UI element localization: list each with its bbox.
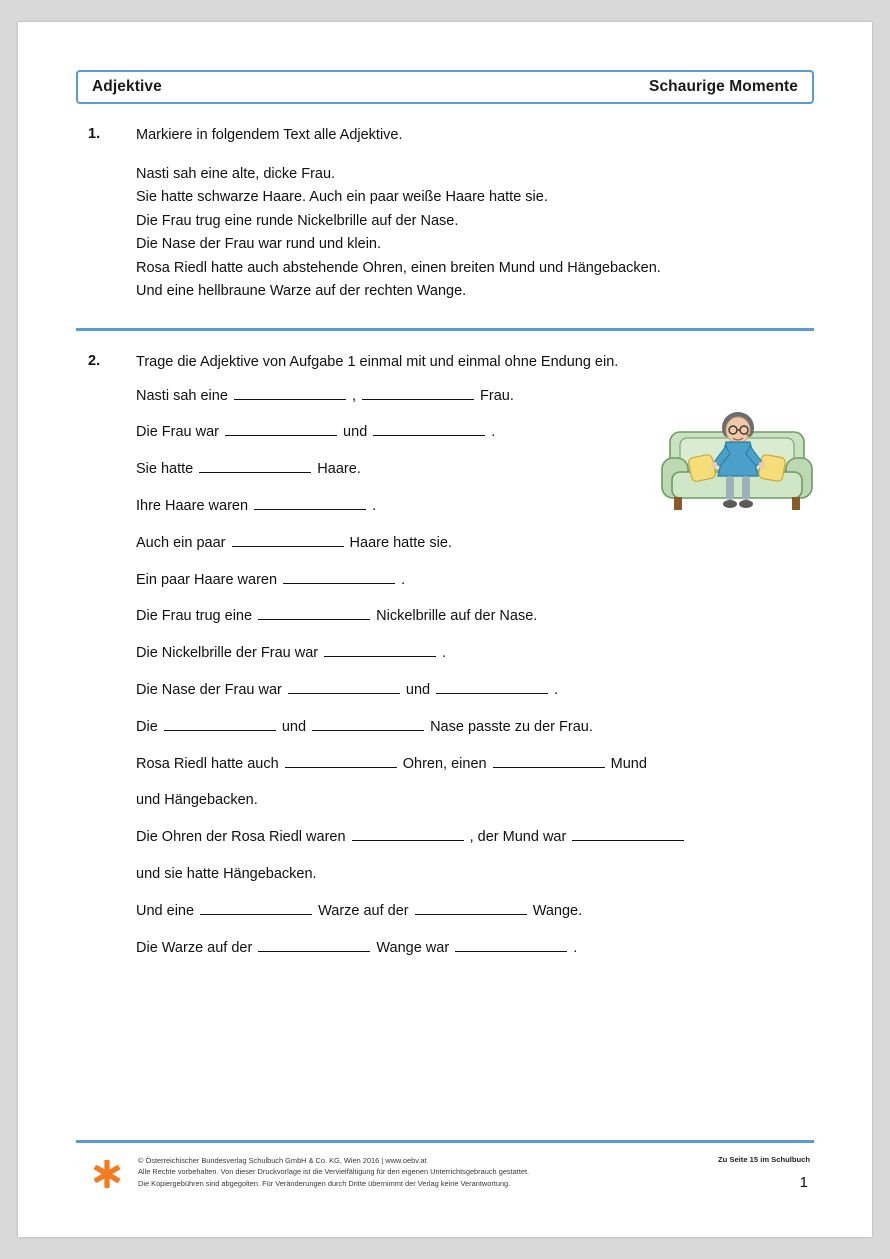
fill-text: Frau. (476, 387, 514, 404)
answer-blank[interactable] (352, 840, 464, 841)
answer-blank[interactable] (254, 509, 366, 510)
text-line: Die Frau trug eine runde Nickelbrille auf der Nase. (136, 212, 459, 229)
answer-blank[interactable] (199, 472, 311, 473)
elderly-woman-on-sofa-illustration (656, 394, 818, 526)
task-2-instruction: Trage die Adjektive von Aufgabe 1 einmal mit und einmal ohne Endung ein. (136, 353, 619, 370)
fill-text: Die Warze auf der (136, 939, 257, 956)
page-number: 1 (799, 1174, 808, 1191)
fill-text: Nickelbrille auf der Nase. (372, 608, 538, 625)
worksheet-page (18, 22, 872, 1237)
answer-blank[interactable] (572, 840, 684, 841)
answer-blank[interactable] (164, 730, 276, 731)
fill-row-continuation (136, 864, 814, 884)
fill-in-list (136, 386, 814, 958)
task-1-number: 1. (88, 126, 101, 142)
fill-row[interactable] (136, 533, 814, 553)
fill-text: Ein paar Haare waren (136, 571, 282, 588)
fill-row[interactable] (136, 606, 814, 626)
fill-row-continuation (136, 790, 814, 810)
fill-text: . (550, 681, 559, 698)
answer-blank[interactable] (232, 546, 344, 547)
fill-text: . (569, 939, 578, 956)
answer-blank[interactable] (493, 767, 605, 768)
task-2 (76, 353, 814, 975)
asterisk-logo-icon (92, 1159, 122, 1189)
answer-blank[interactable] (455, 951, 567, 952)
fill-row[interactable] (136, 643, 814, 663)
fill-text: . (397, 571, 406, 588)
text-line: Sie hatte schwarze Haare. Auch ein paar weiße Haare hatte sie. (136, 189, 548, 206)
fill-text: Und eine (136, 902, 199, 919)
answer-blank[interactable] (312, 730, 424, 731)
publisher-logo (76, 1155, 138, 1189)
fill-text: und Hängebacken. (136, 792, 258, 809)
answer-blank[interactable] (283, 583, 395, 584)
worksheet-header (76, 70, 814, 104)
task-1 (76, 126, 814, 304)
answer-blank[interactable] (225, 435, 337, 436)
fill-text: und (277, 718, 311, 735)
text-line: Nasti sah eine alte, dicke Frau. (136, 165, 336, 182)
fill-row[interactable] (136, 570, 814, 590)
fill-text: . (438, 645, 447, 662)
answer-blank[interactable] (324, 656, 436, 657)
fill-row[interactable] (136, 754, 814, 774)
fill-text: Haare hatte sie. (345, 534, 452, 551)
fill-text: Die Frau trug eine (136, 608, 257, 625)
fill-text: Haare. (313, 461, 361, 478)
fill-text: Nasti sah eine (136, 387, 232, 404)
text-line: Und eine hellbraune Warze auf der rechten Wange. (136, 283, 467, 300)
fill-text: Die Frau war (136, 424, 224, 441)
answer-blank[interactable] (285, 767, 397, 768)
answer-blank[interactable] (373, 435, 485, 436)
fill-text: Wange war (372, 939, 454, 956)
footer-legal-line: © Österreichischer Bundesverlag Schulbuch GmbH & Co. KG, Wien 2016 | www.oebv.at (138, 1156, 427, 1165)
fill-row[interactable] (136, 827, 814, 847)
fill-row[interactable] (136, 680, 814, 700)
fill-row[interactable] (136, 717, 814, 737)
footer-legal-line: Die Kopiergebühren sind abgegolten. Für Veränderungen durch Dritte übernimmt der Verlag keine Verantwortung. (138, 1178, 511, 1188)
fill-row[interactable] (136, 901, 814, 921)
footer-legal-text (138, 1155, 664, 1189)
fill-text: Nase passte zu der Frau. (426, 718, 593, 735)
footer-legal-line: Alle Rechte vorbehalten. Von dieser Druckvorlage ist die Vervielfältigung für den eigenen Unterrichtsgebrauch gestattet. (138, 1167, 530, 1177)
fill-text: , (347, 387, 361, 404)
fill-text: und (339, 424, 372, 441)
answer-blank[interactable] (200, 914, 312, 915)
fill-text: . (487, 424, 496, 441)
answer-blank[interactable] (258, 619, 370, 620)
fill-text: Wange. (528, 902, 583, 919)
fill-text: Warze auf der (314, 902, 413, 919)
fill-text: Die Ohren der Rosa Riedl waren (136, 829, 350, 846)
answer-blank[interactable] (436, 693, 548, 694)
fill-text: Ihre Haare waren (136, 497, 253, 514)
fill-text: . (368, 497, 377, 514)
fill-text: Auch ein paar (136, 534, 230, 551)
answer-blank[interactable] (234, 399, 346, 400)
header-topic: Schaurige Momente (649, 78, 798, 95)
section-divider (76, 328, 814, 331)
footer-reference: Zu Seite 15 im Schulbuch (718, 1155, 810, 1164)
fill-row[interactable] (136, 938, 814, 958)
fill-text: , der Mund war (465, 829, 571, 846)
fill-text: Sie hatte (136, 461, 198, 478)
text-line: Rosa Riedl hatte auch abstehende Ohren, einen breiten Mund und Hängebacken. (136, 259, 661, 276)
task-1-text (136, 163, 814, 304)
fill-text: Rosa Riedl hatte auch (136, 755, 283, 772)
answer-blank[interactable] (415, 914, 527, 915)
task-1-instruction: Markiere in folgendem Text alle Adjektive. (136, 127, 403, 143)
fill-text: Die Nickelbrille der Frau war (136, 645, 323, 662)
fill-text: Die Nase der Frau war (136, 681, 286, 698)
text-line: Die Nase der Frau war rund und klein. (136, 236, 382, 253)
fill-text: Mund (606, 755, 647, 772)
answer-blank[interactable] (288, 693, 400, 694)
fill-text: und (401, 681, 435, 698)
fill-text: Ohren, einen (398, 755, 491, 772)
answer-blank[interactable] (258, 951, 370, 952)
fill-text: und sie hatte Hängebacken. (136, 865, 317, 882)
header-title: Adjektive (92, 78, 162, 95)
answer-blank[interactable] (362, 399, 474, 400)
task-2-number: 2. (88, 352, 101, 369)
page-footer (76, 1140, 814, 1191)
fill-text: Die (136, 718, 162, 735)
footer-divider (76, 1140, 814, 1143)
worksheet-content (76, 70, 814, 974)
